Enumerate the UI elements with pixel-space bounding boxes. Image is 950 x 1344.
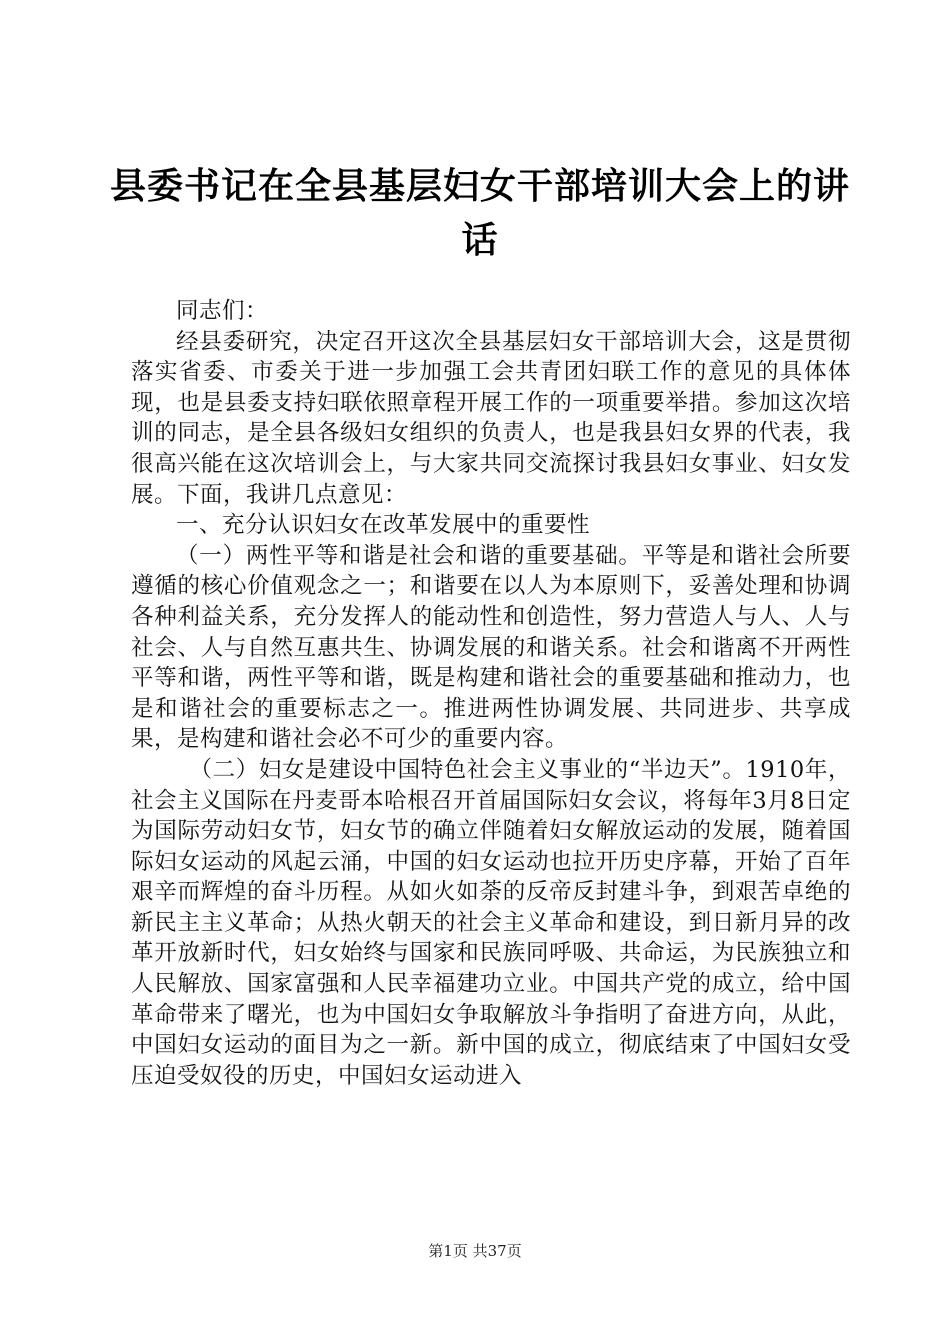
salutation-paragraph: 同志们：	[176, 298, 269, 324]
intro-paragraph: 经县委研究，决定召开这次全县基层妇女干部培训大会，这是贯彻落实省委、市委关于进一步加强工会共青团妇联工作的意见的具体体现，也是县委支持妇联依照章程开展工作的一项重要举措。参加这次培训的同志，是全县各级妇女组织的负责人，也是我县妇女界的代表，我很高兴能在这次培训会上，与大家共同交流探讨我县妇女事业、妇女发展。下面，我讲几点意见：	[131, 328, 851, 508]
page-number: 第1页 共37页	[428, 1242, 522, 1260]
section-heading: 一、充分认识妇女在改革发展中的重要性	[176, 512, 591, 539]
document-title: 县委书记在全县基层妇女干部培训大会上的讲话	[110, 166, 851, 261]
body-paragraph: （二）妇女是建设中国特色社会主义事业的“半边天”。1910年，社会主义国际在丹麦哥本哈根召开首届国际妇女会议，将每年3月8日定为国际劳动妇女节，妇女节的确立伴随着妇女解放运动的发展，随着国际妇女运动的风起云涌，中国的妇女运动也拉开历史序幕，开始了百年艰辛而辉煌的奋斗历程。从如火如荼的反帝反封建斗争，到艰苦卓绝的新民主主义革命；从热火朝天的社会主义革命和建设，到日新月异的改革开放新时代，妇女始终与国家和民族同呼吸、共命运，为民族独立和人民解放、国家富强和人民幸福建功立业。中国共产党的成立，给中国革命带来了曙光，也为中国妇女争取解放斗争指明了奋进方向，从此，中国妇女运动的面目为之一新。新中国的成立，彻底结束了中国妇女受压迫受奴役的历史，中国妇女运动进入	[131, 756, 851, 1089]
body-paragraph: （一）两性平等和谐是社会和谐的重要基础。平等是和谐社会所要遵循的核心价值观念之一；和谐要在以人为本原则下，妥善处理和协调各种利益关系，充分发挥人的能动性和创造性，努力营造人与人、人与社会、人与自然互惠共生、协调发展的和谐关系。社会和谐离不开两性平等和谐，两性平等和谐，既是构建和谐社会的重要基础和推动力，也是和谐社会的重要标志之一。推进两性协调发展、共同进步、共享成果，是构建和谐社会必不可少的重要内容。	[131, 542, 851, 753]
document-body	[131, 296, 851, 1091]
